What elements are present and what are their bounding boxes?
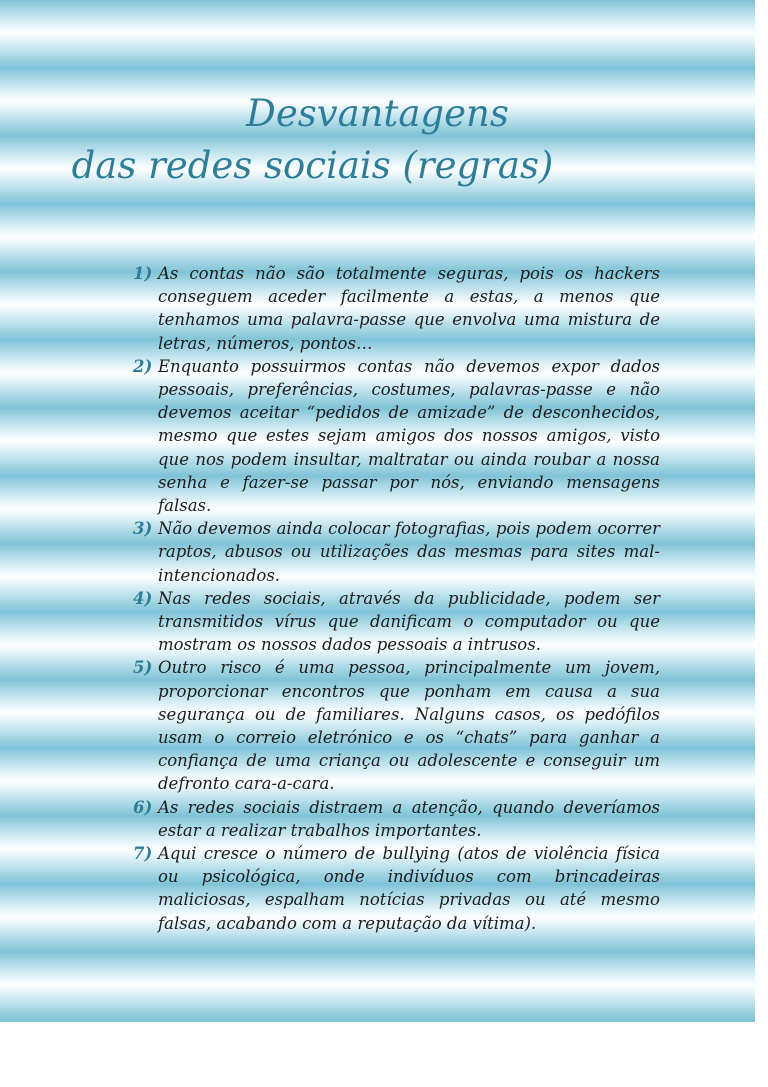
title-line-2: das redes sociais (regras) [71, 144, 554, 187]
item-number: 7) [133, 844, 153, 864]
item-number: 6) [133, 797, 153, 817]
item-text: As redes sociais distraem a atenção, quando deveríamos estar a realizar trabalhos importantes. [158, 797, 660, 840]
rules-list [133, 262, 660, 935]
item-text: Aqui cresce o número de bullying (atos de violência física ou psicológica, onde indivíduos com brincadeiras maliciosas, espalham notícias privadas ou até mesmo falsas, acabando com a reputação da vítima). [158, 844, 660, 933]
item-number: 4) [133, 588, 153, 608]
item-number: 3) [133, 519, 153, 539]
list-item [133, 587, 660, 657]
list-item [133, 262, 660, 355]
item-number: 2) [133, 356, 153, 376]
item-number: 1) [133, 264, 153, 283]
page-title [0, 88, 755, 192]
item-text: Não devemos ainda colocar fotografias, pois podem ocorrer raptos, abusos ou utilizações das mesmas para sites mal-intencionados. [158, 519, 660, 585]
item-number: 5) [133, 658, 153, 678]
list-item [133, 842, 660, 935]
item-text: Outro risco é uma pessoa, principalmente um jovem, proporcionar encontros que ponham em causa a sua segurança ou de familiares. Nalguns casos, os pedófilos usam o correio eletrónico e os “chats” para ganhar a confiança de uma criança ou adolescente e conseguir um defronto cara-a-cara. [158, 658, 660, 794]
item-text: As contas não são totalmente seguras, pois os hackers conseguem aceder facilmente a estas, a menos que tenhamos uma palavra-passe que envolva uma mistura de letras, números, pontos… [158, 264, 660, 353]
title-line-1: Desvantagens [246, 92, 509, 135]
list-item [133, 796, 660, 842]
list-item [133, 355, 660, 517]
list-item [133, 517, 660, 587]
item-text: Enquanto possuirmos contas não devemos expor dados pessoais, preferências, costumes, palavras-passe e não devemos aceitar “pedidos de amizade” de desconhecidos, mesmo que estes sejam amigos dos nossos amigos, visto que nos podem insultar, maltratar ou ainda roubar a nossa senha e fazer-se passar por nós, enviando mensagens falsas. [158, 356, 660, 516]
list-item [133, 656, 660, 795]
item-text: Nas redes sociais, através da publicidade, podem ser transmitidos vírus que danificam o computador ou que mostram os nossos dados pessoais a intrusos. [158, 588, 660, 655]
